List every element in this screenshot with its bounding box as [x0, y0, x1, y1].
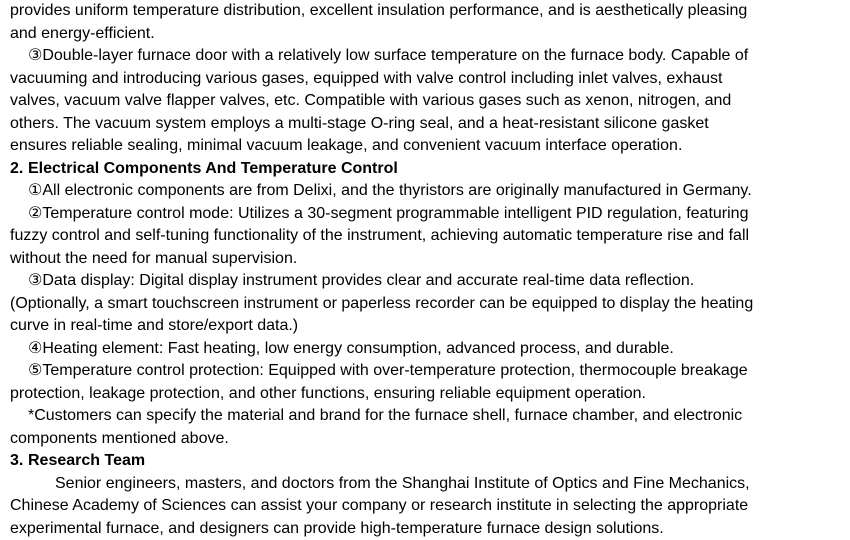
text-line: and energy-efficient.: [10, 24, 155, 42]
text-line: ③Data display: Digital display instrument provides clear and accurate real-time data reflection.: [28, 272, 695, 289]
text-line: Senior engineers, masters, and doctors from the Shanghai Institute of Optics and Fine Mechanics,: [55, 474, 750, 492]
text-line: (Optionally, a smart touchscreen instrument or paperless recorder can be equipped to display the heating: [10, 294, 754, 312]
text-line: fuzzy control and self-tuning functionality of the instrument, achieving automatic temperature rise and fall: [10, 227, 750, 244]
section-heading: [10, 158, 850, 181]
text-line: ②Temperature control mode: Utilizes a 30-segment programmable intelligent PID regulation, featuring: [28, 204, 749, 222]
text-line: *Customers can specify the material and brand for the furnace shell, furnace chamber, and electronic: [28, 407, 743, 424]
text-line: components mentioned above.: [10, 429, 229, 447]
text-line: Chinese Academy of Sciences can assist your company or research institute in selecting the appropriate: [10, 497, 749, 514]
text-line: without the need for manual supervision.: [10, 249, 298, 267]
section-title: Electrical Components And Temperature Control: [28, 159, 398, 177]
text-line: curve in real-time and store/export data.): [10, 317, 299, 334]
section-number: 3.: [10, 452, 24, 469]
text-line: ①All electronic components are from Delixi, and the thyristors are originally manufactured in Germany.: [28, 182, 752, 199]
text-line: vacuuming and introducing various gases, equipped with valve control including inlet valves, exhaust: [10, 69, 723, 87]
section-title: Research Team: [28, 452, 146, 469]
section-heading: [10, 450, 850, 473]
text-line: valves, vacuum valve flapper valves, etc. Compatible with various gases such as xenon, nitrogen, and: [10, 92, 732, 109]
section-number: 2.: [10, 159, 24, 177]
text-line: provides uniform temperature distribution, excellent insulation performance, and is aesthetically pleasing: [10, 2, 748, 19]
text-line: protection, leakage protection, and other functions, ensuring reliable equipment operation.: [10, 384, 646, 402]
text-line: ⑤Temperature control protection: Equipped with over-temperature protection, thermocouple breakage: [28, 362, 748, 379]
text-line: others. The vacuum system employs a multi-stage O-ring seal, and a heat-resistant silicone gasket: [10, 114, 709, 132]
text-line: ③Double-layer furnace door with a relatively low surface temperature on the furnace body. Capable of: [28, 47, 749, 64]
text-line: ensures reliable sealing, minimal vacuum leakage, and convenient vacuum interface operation.: [10, 137, 683, 154]
text-line: ④Heating element: Fast heating, low energy consumption, advanced process, and durable.: [28, 339, 674, 357]
text-line: experimental furnace, and designers can provide high-temperature furnace design solutions.: [10, 519, 664, 537]
